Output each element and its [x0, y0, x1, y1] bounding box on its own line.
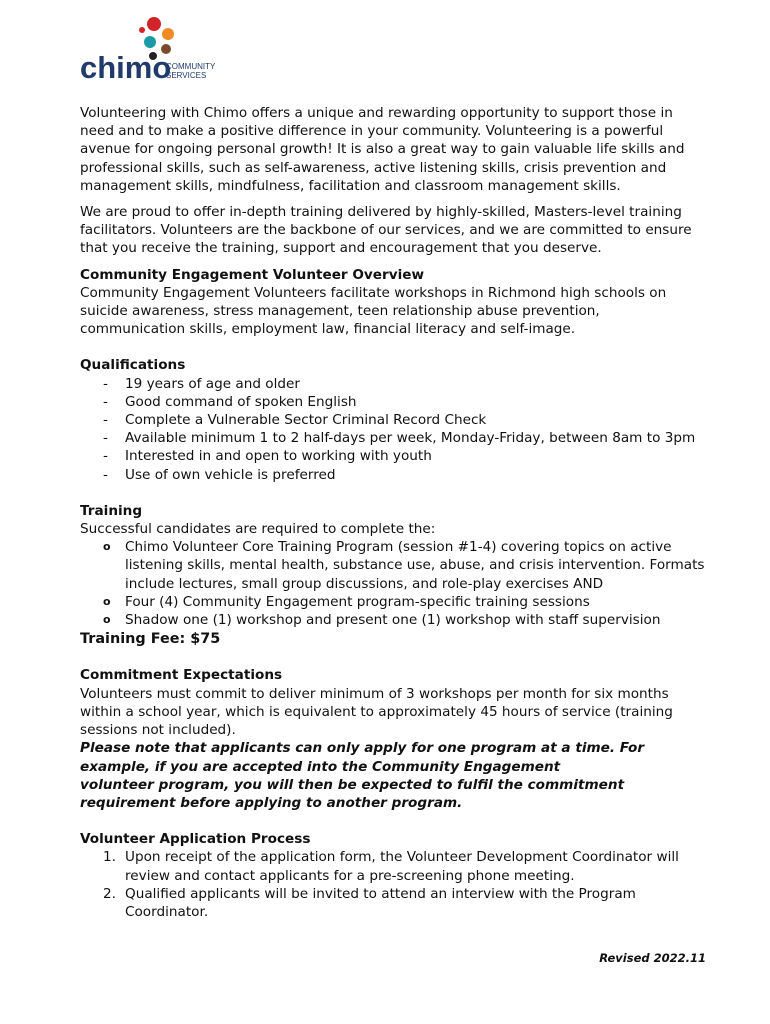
- list-item: - Use of own vehicle is preferred: [103, 466, 336, 483]
- emblem-orange: [162, 28, 174, 40]
- emblem-red: [147, 17, 161, 31]
- logo-wordmark: chimo: [80, 50, 172, 84]
- list-item: o Four (4) Community Engagement program-specific training sessions: [103, 593, 590, 610]
- qualifications-heading: Qualifications: [80, 357, 186, 374]
- emblem-red-small: [139, 27, 145, 33]
- list-item: - Available minimum 1 to 2 half-days per week, Monday-Friday, between 8am to 3pm: [103, 430, 696, 447]
- chimo-logo: [80, 16, 222, 84]
- training-intro: Successful candidates are required to complete the:: [80, 521, 436, 538]
- logo-tagline-2: SERVICES: [166, 71, 207, 80]
- list-item: o Shadow one (1) workshop and present one (1) workshop with staff supervision: [103, 612, 661, 629]
- overview-heading: Community Engagement Volunteer Overview: [80, 266, 425, 283]
- qualifications-list: [80, 375, 708, 484]
- list-item: - Good command of spoken English: [103, 393, 357, 410]
- training-list: [80, 538, 708, 629]
- list-item: 2. Qualified applicants will be invited to attend an interview with the Program Coordinator.: [103, 885, 636, 920]
- intro-paragraph-1: Volunteering with Chimo offers a unique and rewarding opportunity to support those in need and to make a positive difference in your community. Volunteering is a powerful avenue for ongoing personal growth! It is also a great way to gain valuable life skills and professional skills, such as self-awareness, active listening skills, crisis prevention and management skills, mindfulness, facilitation and classroom management skills.: [80, 105, 685, 194]
- commitment-heading: Commitment Expectations: [80, 667, 283, 684]
- list-item: - Interested in and open to working with youth: [103, 448, 432, 465]
- commitment-notice: Please note that applicants can only apply for one program at a time. For example, if you are accepted into the Community Engagement volunteer program, you will then be expected to fulfil the commitment requirement before applying to another program.: [80, 740, 645, 811]
- intro-paragraph-2: We are proud to offer in-depth training delivered by highly-skilled, Masters-level training facilitators. Volunteers are the backbone of our services, and we are committed to ensure that you receive the training, support and encouragement that you deserve.: [80, 204, 692, 257]
- application-steps: [80, 848, 708, 921]
- list-item: o Chimo Volunteer Core Training Program (session #1-4) covering topics on active listening skills, mental health, substance use, abuse, and crisis intervention. Formats include lectures, small group discussions, and role-play exercises AND: [103, 539, 705, 592]
- revision-note: Revised 2022.11: [599, 951, 706, 965]
- overview-text: Community Engagement Volunteers facilitate workshops in Richmond high schools on suicide awareness, stress management, teen relationship abuse prevention, communication skills, employment law, financial literacy and self-image.: [80, 284, 667, 338]
- training-heading: Training: [80, 502, 143, 519]
- emblem-teal: [144, 36, 156, 48]
- list-item: 1. Upon receipt of the application form, the Volunteer Development Coordinator will review and contact applicants for a pre-screening phone meeting.: [103, 849, 679, 884]
- commitment-text: Volunteers must commit to deliver minimum of 3 workshops per month for six months within a school year, which is equivalent to approximately 45 hours of service (training sessions not included).: [80, 685, 673, 739]
- document-body: [80, 104, 708, 921]
- application-heading: Volunteer Application Process: [80, 831, 311, 848]
- logo-tagline-1: COMMUNITY: [166, 62, 216, 71]
- list-item: - Complete a Vulnerable Sector Criminal Record Check: [103, 412, 487, 429]
- training-fee: Training Fee: $75: [80, 631, 221, 648]
- list-item: - 19 years of age and older: [103, 375, 300, 392]
